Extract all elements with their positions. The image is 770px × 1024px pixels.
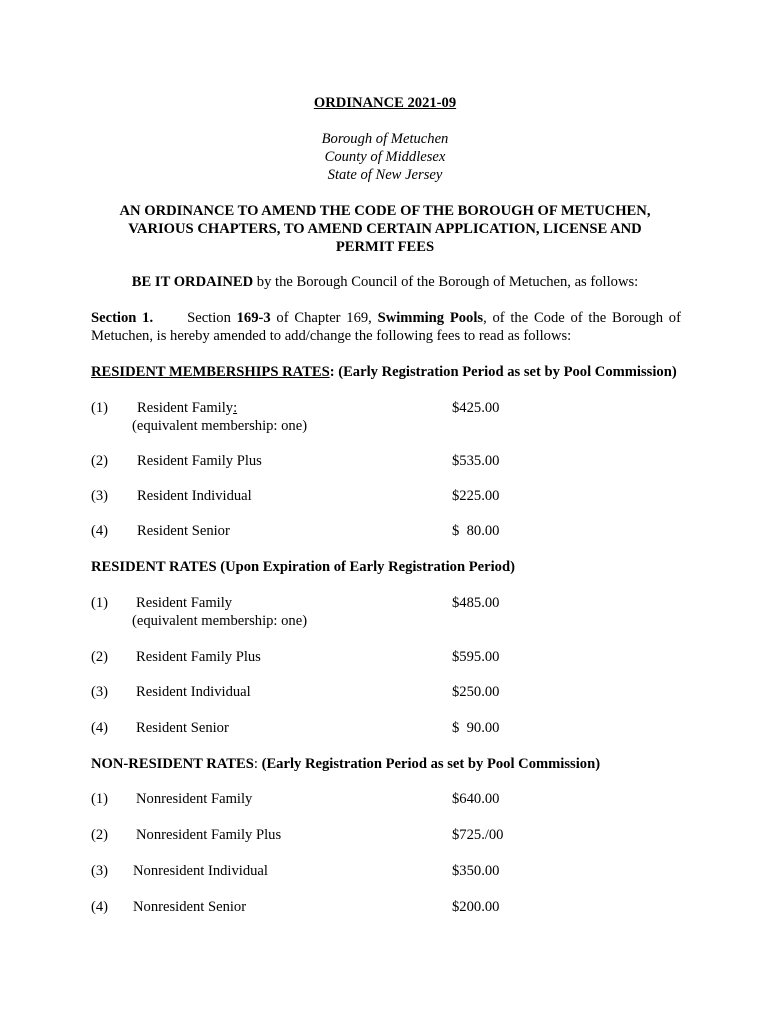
item-number: (3): [91, 863, 109, 879]
item-fee: $ 80.00: [452, 523, 500, 539]
item-label: Resident Senior: [136, 720, 229, 736]
item-label: Nonresident Individual: [133, 863, 268, 879]
caption-line-3: PERMIT FEES: [335, 239, 435, 255]
item-number: (4): [91, 899, 109, 915]
item-number: (2): [91, 649, 109, 665]
ordained-rest: by the Borough Council of the Borough of Metuchen, as follows:: [253, 274, 639, 290]
item-label: Nonresident Family Plus: [136, 827, 282, 843]
item-number: (4): [91, 720, 109, 736]
item-number: (4): [91, 523, 109, 539]
section-text: Section: [187, 310, 237, 326]
item-label: [137, 399, 237, 417]
item-number: (2): [91, 453, 109, 469]
group-heading-part1: NON-RESIDENT RATES: [91, 756, 254, 772]
caption-line-2: VARIOUS CHAPTERS, TO AMEND CERTAIN APPLICATION, LICENSE AND: [128, 221, 642, 237]
item-number: (1): [91, 791, 109, 807]
item-number: (1): [91, 400, 109, 416]
item-fee: $ 90.00: [452, 720, 500, 736]
item-label: Resident Individual: [137, 488, 252, 504]
item-label: Resident Senior: [137, 523, 230, 539]
item-fee: $595.00: [452, 649, 500, 665]
item-label: Resident Individual: [136, 684, 251, 700]
section-number: 169-3: [236, 310, 271, 326]
item-label: Nonresident Senior: [133, 899, 247, 915]
county-line: County of Middlesex: [324, 149, 446, 165]
group-heading-underlined: RESIDENT MEMBERSHIPS RATES: [91, 364, 330, 380]
section-label: Section 1.: [91, 310, 154, 326]
resident-memberships-heading: [91, 363, 677, 381]
item-fee: $425.00: [452, 400, 500, 416]
borough-line: Borough of Metuchen: [321, 131, 449, 147]
item-label: Resident Family Plus: [137, 453, 262, 469]
section-text: of Chapter 169,: [270, 310, 378, 326]
item-fee: $250.00: [452, 684, 500, 700]
item-sublabel: (equivalent membership: one): [132, 613, 308, 629]
chapter-name: Swimming Pools: [377, 310, 484, 326]
group-heading-rest: : (Early Registration Period as set by Pool Commission): [329, 364, 677, 380]
item-label: Resident Family: [136, 595, 233, 611]
section-1-paragraph: [91, 309, 681, 345]
ordained-clause: [0, 273, 770, 291]
nonresident-rates-heading: NON-RESIDENT RATES: (Early Registration Period as set by Pool Commission): [91, 756, 601, 772]
item-sublabel: (equivalent membership: one): [132, 418, 308, 434]
ordinance-title: ORDINANCE 2021-09: [313, 95, 457, 111]
item-fee: $725./00: [452, 827, 504, 843]
item-fee: $200.00: [452, 899, 500, 915]
item-label-suffix: :: [233, 400, 238, 416]
item-number: (3): [91, 488, 109, 504]
state-line: State of New Jersey: [327, 167, 443, 183]
caption-line-1: AN ORDINANCE TO AMEND THE CODE OF THE BOROUGH OF METUCHEN,: [119, 203, 651, 219]
resident-rates-heading: RESIDENT RATES (Upon Expiration of Early Registration Period): [91, 559, 515, 575]
item-label-text: Resident Family: [137, 400, 234, 416]
section-text: , of the Code of the Borough of Metuchen, is hereby amended to add/change the following fees to read as follows:: [91, 310, 681, 344]
ordained-bold: BE IT ORDAINED: [131, 274, 254, 290]
item-fee: $485.00: [452, 595, 500, 611]
item-fee: $350.00: [452, 863, 500, 879]
group-heading-part2: (Early Registration Period as set by Pool Commission): [257, 756, 601, 772]
item-fee: $225.00: [452, 488, 500, 504]
item-number: (1): [91, 595, 109, 611]
item-number: (2): [91, 827, 109, 843]
item-label: Resident Family Plus: [136, 649, 261, 665]
item-label: Nonresident Family: [136, 791, 253, 807]
item-number: (3): [91, 684, 109, 700]
item-fee: $640.00: [452, 791, 500, 807]
item-fee: $535.00: [452, 453, 500, 469]
